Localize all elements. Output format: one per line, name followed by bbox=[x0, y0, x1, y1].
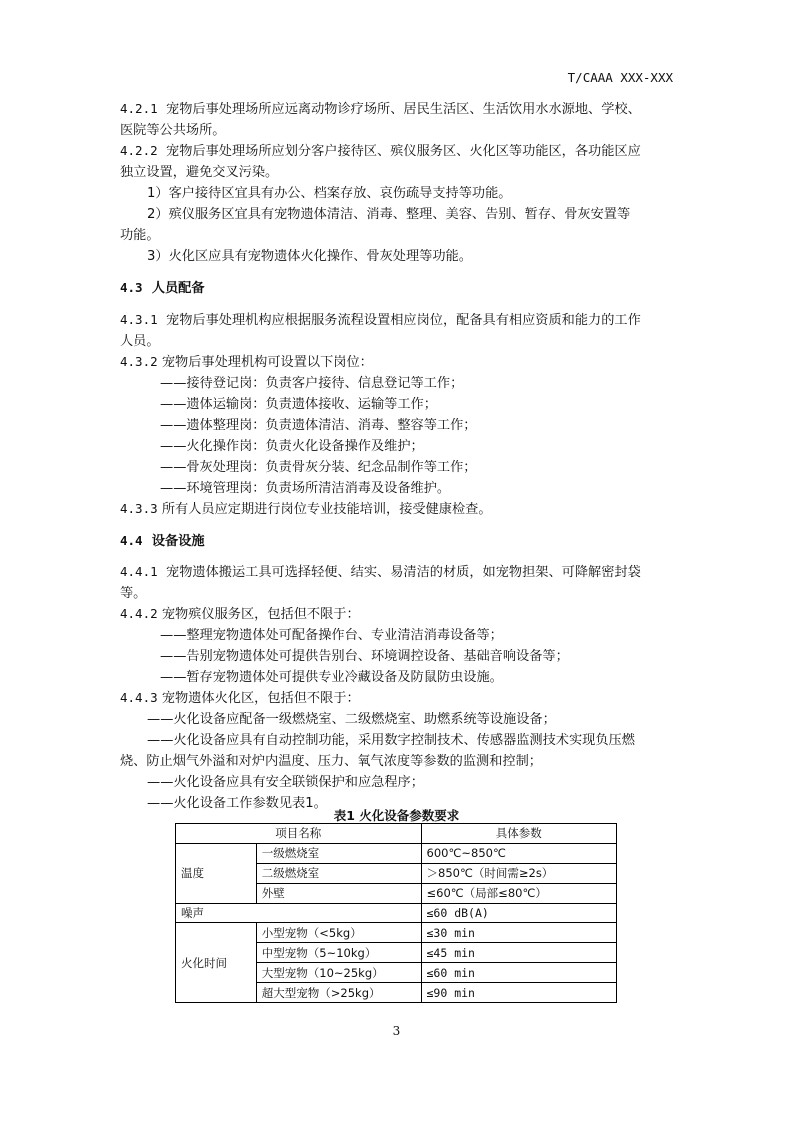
list-item: ——告别宠物遗体处可提供告别台、环境调控设备、基础音响设备等； bbox=[160, 649, 569, 664]
clause-4-3-2 bbox=[120, 351, 373, 370]
row-group-label: 温度 bbox=[176, 843, 257, 903]
clause-text: 所有人员应定期进行岗位专业技能培训，接受健康检查。 bbox=[161, 502, 492, 517]
list-item: ——火化设备工作参数见表1。 bbox=[147, 796, 327, 811]
list-item: ——环境管理岗：负责场所清洁消毒及设备维护。 bbox=[160, 481, 451, 496]
clause-text: 宠物后事处理场所应划分客户接待区、殡仪服务区、火化区等功能区，各功能区应 bbox=[166, 144, 641, 159]
list-item: ——骨灰处理岗：负责骨灰分装、纪念品制作等工作； bbox=[160, 460, 477, 475]
clause-text: 宠物遗体搬运工具可选择轻便、结实、易清洁的材质，如宠物担架、可降解密封袋 bbox=[166, 565, 641, 580]
table-cell: ≤60 dB(A) bbox=[421, 903, 617, 923]
clause-4-4-1-line2: 等。 bbox=[120, 586, 147, 601]
section-title: 人员配备 bbox=[151, 281, 205, 296]
clause-number: 4.2.1 bbox=[120, 101, 158, 116]
table-cell: 外壁 bbox=[256, 883, 421, 903]
clause-4-4-1-line1 bbox=[120, 561, 641, 580]
table-row bbox=[176, 903, 617, 923]
table-cell: ≤30 min bbox=[421, 923, 617, 943]
clause-number: 4.4.3 bbox=[120, 690, 158, 705]
clause-number: 4.3.1 bbox=[120, 312, 158, 327]
table-caption: 表1 火化设备参数要求 bbox=[333, 808, 460, 823]
table-cell: 小型宠物（<5kg） bbox=[256, 923, 421, 943]
table-cell: 超大型宠物（>25kg） bbox=[256, 983, 421, 1003]
clause-number: 4.3.2 bbox=[120, 354, 158, 369]
table-cell: 中型宠物（5~10kg） bbox=[256, 943, 421, 963]
clause-number: 4.3.3 bbox=[120, 501, 158, 516]
list-item: ——火化操作岗：负责火化设备操作及维护； bbox=[160, 439, 424, 454]
document-code: T/CAAA XXX-XXX bbox=[567, 70, 673, 85]
table-cell: ≤60℃（局部≤80℃） bbox=[421, 883, 617, 903]
clause-number: 4.4.2 bbox=[120, 606, 158, 621]
table-cell: 600℃~850℃ bbox=[421, 843, 617, 863]
table-cell: ≤45 min bbox=[421, 943, 617, 963]
column-header: 项目名称 bbox=[176, 824, 422, 844]
clause-4-2-2-line1 bbox=[120, 140, 641, 159]
list-item: ——遗体整理岗：负责遗体清洁、消毒、整容等工作； bbox=[160, 418, 477, 433]
clause-text: 宠物后事处理场所应远离动物诊疗场所、居民生活区、生活饮用水水源地、学校、 bbox=[166, 102, 641, 117]
clause-text: 宠物殡仪服务区，包括但不限于： bbox=[161, 607, 360, 622]
clause-number: 4.4.1 bbox=[120, 564, 158, 579]
list-item: ——整理宠物遗体处可配备操作台、专业清洁消毒设备等； bbox=[160, 628, 503, 643]
clause-4-3-1-line1 bbox=[120, 309, 641, 328]
table-row bbox=[176, 843, 617, 863]
section-title: 设备设施 bbox=[151, 534, 205, 549]
clause-4-2-1-line2: 医院等公共场所。 bbox=[120, 123, 226, 138]
table-cell: 一级燃烧室 bbox=[256, 843, 421, 863]
list-item: ——遗体运输岗：负责遗体接收、运输等工作； bbox=[160, 397, 437, 412]
clause-4-3-3 bbox=[120, 498, 492, 517]
section-heading-4-3 bbox=[120, 277, 205, 296]
table-row bbox=[176, 923, 617, 943]
section-number: 4.3 bbox=[120, 280, 143, 295]
clause-text: 宠物遗体火化区，包括但不限于： bbox=[161, 691, 360, 706]
clause-4-4-3 bbox=[120, 687, 360, 706]
list-item: 3）火化区应具有宠物遗体火化操作、骨灰处理等功能。 bbox=[147, 249, 472, 264]
list-item-cont: 功能。 bbox=[120, 228, 160, 243]
clause-text: 宠物后事处理机构可设置以下岗位： bbox=[161, 355, 373, 370]
column-header: 具体参数 bbox=[421, 824, 617, 844]
table-cell: 二级燃烧室 bbox=[256, 863, 421, 883]
section-heading-4-4 bbox=[120, 530, 205, 549]
table-header-row bbox=[176, 824, 617, 844]
list-item-cont: 烧、防止烟气外溢和对炉内温度、压力、氧气浓度等参数的监测和控制； bbox=[120, 754, 542, 769]
clause-4-3-1-line2: 人员。 bbox=[120, 334, 160, 349]
row-group-label: 噪声 bbox=[176, 903, 422, 923]
section-number: 4.4 bbox=[120, 533, 143, 548]
clause-4-2-2-line2: 独立设置，避免交叉污染。 bbox=[120, 165, 279, 180]
list-item: ——火化设备应配备一级燃烧室、二级燃烧室、助燃系统等设施设备； bbox=[147, 712, 556, 727]
list-item: ——暂存宠物遗体处可提供专业冷藏设备及防鼠防虫设施。 bbox=[160, 670, 503, 685]
list-item: 1）客户接待区宜具有办公、档案存放、哀伤疏导支持等功能。 bbox=[147, 186, 512, 201]
list-item: 2）殡仪服务区宜具有宠物遗体清洁、消毒、整理、美容、告别、暂存、骨灰安置等 bbox=[147, 207, 631, 222]
table-cell: 大型宠物（10~25kg） bbox=[256, 963, 421, 983]
page-number: 3 bbox=[392, 1024, 401, 1038]
clause-4-4-2 bbox=[120, 603, 360, 622]
row-group-label: 火化时间 bbox=[176, 923, 257, 1003]
table-cell: ＞850℃（时间需≥2s） bbox=[421, 863, 617, 883]
parameters-table bbox=[175, 823, 617, 1003]
list-item: ——火化设备应具有自动控制功能，采用数字控制技术、传感器监测技术实现负压燃 bbox=[147, 733, 635, 748]
list-item: ——火化设备应具有安全联锁保护和应急程序； bbox=[147, 775, 424, 790]
list-item: ——接待登记岗：负责客户接待、信息登记等工作； bbox=[160, 376, 464, 391]
table-cell: ≤90 min bbox=[421, 983, 617, 1003]
clause-4-2-1-line1 bbox=[120, 98, 641, 117]
clause-text: 宠物后事处理机构应根据服务流程设置相应岗位，配备具有相应资质和能力的工作 bbox=[166, 313, 641, 328]
clause-number: 4.2.2 bbox=[120, 143, 158, 158]
table-cell: ≤60 min bbox=[421, 963, 617, 983]
